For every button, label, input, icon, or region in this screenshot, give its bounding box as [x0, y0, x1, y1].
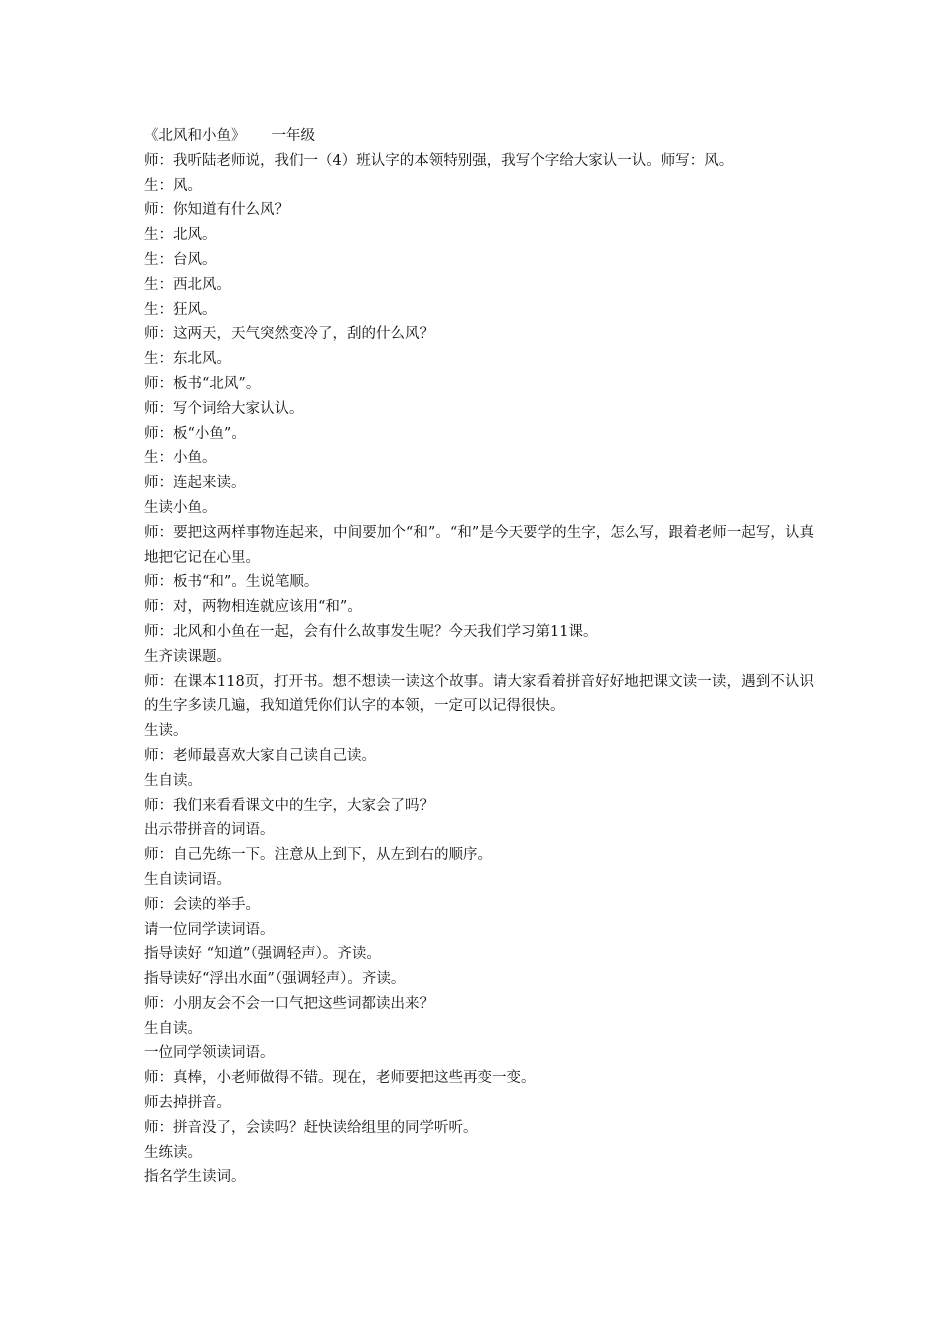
- transcript-line: 师：板书“北风”。: [144, 375, 261, 392]
- transcript-line: 生练读。: [144, 1144, 202, 1161]
- transcript-line: 师：北风和小鱼在一起，会有什么故事发生呢？今天我们学习第11课。: [144, 623, 598, 640]
- transcript-line: 生自读词语。: [144, 871, 231, 888]
- transcript-line: 请一位同学读词语。: [144, 921, 275, 938]
- transcript-line: 师：板书“和”。生说笔顺。: [144, 574, 319, 591]
- transcript-line: 师：老师最喜欢大家自己读自己读。: [144, 747, 376, 764]
- transcript-line: 生：小鱼。: [144, 450, 217, 467]
- transcript-line: 师：你知道有什么风？: [144, 202, 289, 219]
- transcript-line: 生：台风。: [144, 251, 217, 268]
- transcript-line: 一位同学领读词语。: [144, 1045, 275, 1062]
- transcript-line: 师去掉拼音。: [144, 1095, 231, 1112]
- transcript-line: 师：板“小鱼”。: [144, 425, 246, 442]
- transcript-line: 生：西北风。: [144, 276, 231, 293]
- transcript-line: 指导读好 “知道”（强调轻声）。齐读。: [144, 946, 381, 963]
- transcript-line: 师：真棒，小老师做得不错。现在，老师要把这些再变一变。: [144, 1070, 536, 1087]
- transcript-line: 生：东北风。: [144, 351, 231, 368]
- grade-label: 一年级: [271, 128, 315, 144]
- transcript: [144, 149, 814, 1190]
- transcript-line: 师：我听陆老师说，我们一（4）班认字的本领特别强，我写个字给大家认一认。师写：风。: [144, 152, 734, 169]
- transcript-paragraph: 师：要把这两样事物连起来，中间要加个“和”。“和”是今天要学的生字，怎么写，跟着老师一起写，认真地把它记在心里。: [144, 524, 814, 566]
- transcript-line: 师：这两天，天气突然变冷了，刮的什么风？: [144, 326, 434, 343]
- transcript-line: 指导读好“浮出水面”（强调轻声）。齐读。: [144, 971, 406, 988]
- transcript-line: 生齐读课题。: [144, 648, 231, 665]
- transcript-paragraph: 师：在课本118页，打开书。想不想读一读这个故事。请大家看着拼音好好地把课文读一读，遇到不认识的生字多读几遍，我知道凭你们认字的本领，一定可以记得很快。: [144, 673, 814, 715]
- transcript-line: 师：对，两物相连就应该用“和”。: [144, 599, 362, 616]
- transcript-line: 出示带拼音的词语。: [144, 822, 275, 839]
- transcript-line: 师：连起来读。: [144, 475, 246, 492]
- transcript-line: 生读。: [144, 723, 188, 740]
- transcript-line: 师：拼音没了，会读吗？赶快读给组里的同学听听。: [144, 1119, 478, 1136]
- transcript-line: 生：狂风。: [144, 301, 217, 318]
- transcript-line: 指名学生读词。: [144, 1169, 246, 1186]
- transcript-line: 生自读。: [144, 772, 202, 789]
- transcript-line: 生自读。: [144, 1020, 202, 1037]
- transcript-line: 生读小鱼。: [144, 499, 217, 516]
- transcript-line: 师：自己先练一下。注意从上到下，从左到右的顺序。: [144, 847, 492, 864]
- title-row: [144, 124, 814, 149]
- transcript-line: 生：北风。: [144, 227, 217, 244]
- transcript-line: 师：我们来看看课文中的生字，大家会了吗？: [144, 797, 434, 814]
- transcript-line: 师：会读的举手。: [144, 896, 260, 913]
- lesson-title: 《北风和小鱼》: [144, 128, 246, 144]
- transcript-line: 生：风。: [144, 177, 202, 194]
- transcript-line: 师：小朋友会不会一口气把这些词都读出来？: [144, 995, 434, 1012]
- transcript-line: 师：写个词给大家认认。: [144, 400, 304, 417]
- document-body: [144, 124, 814, 1190]
